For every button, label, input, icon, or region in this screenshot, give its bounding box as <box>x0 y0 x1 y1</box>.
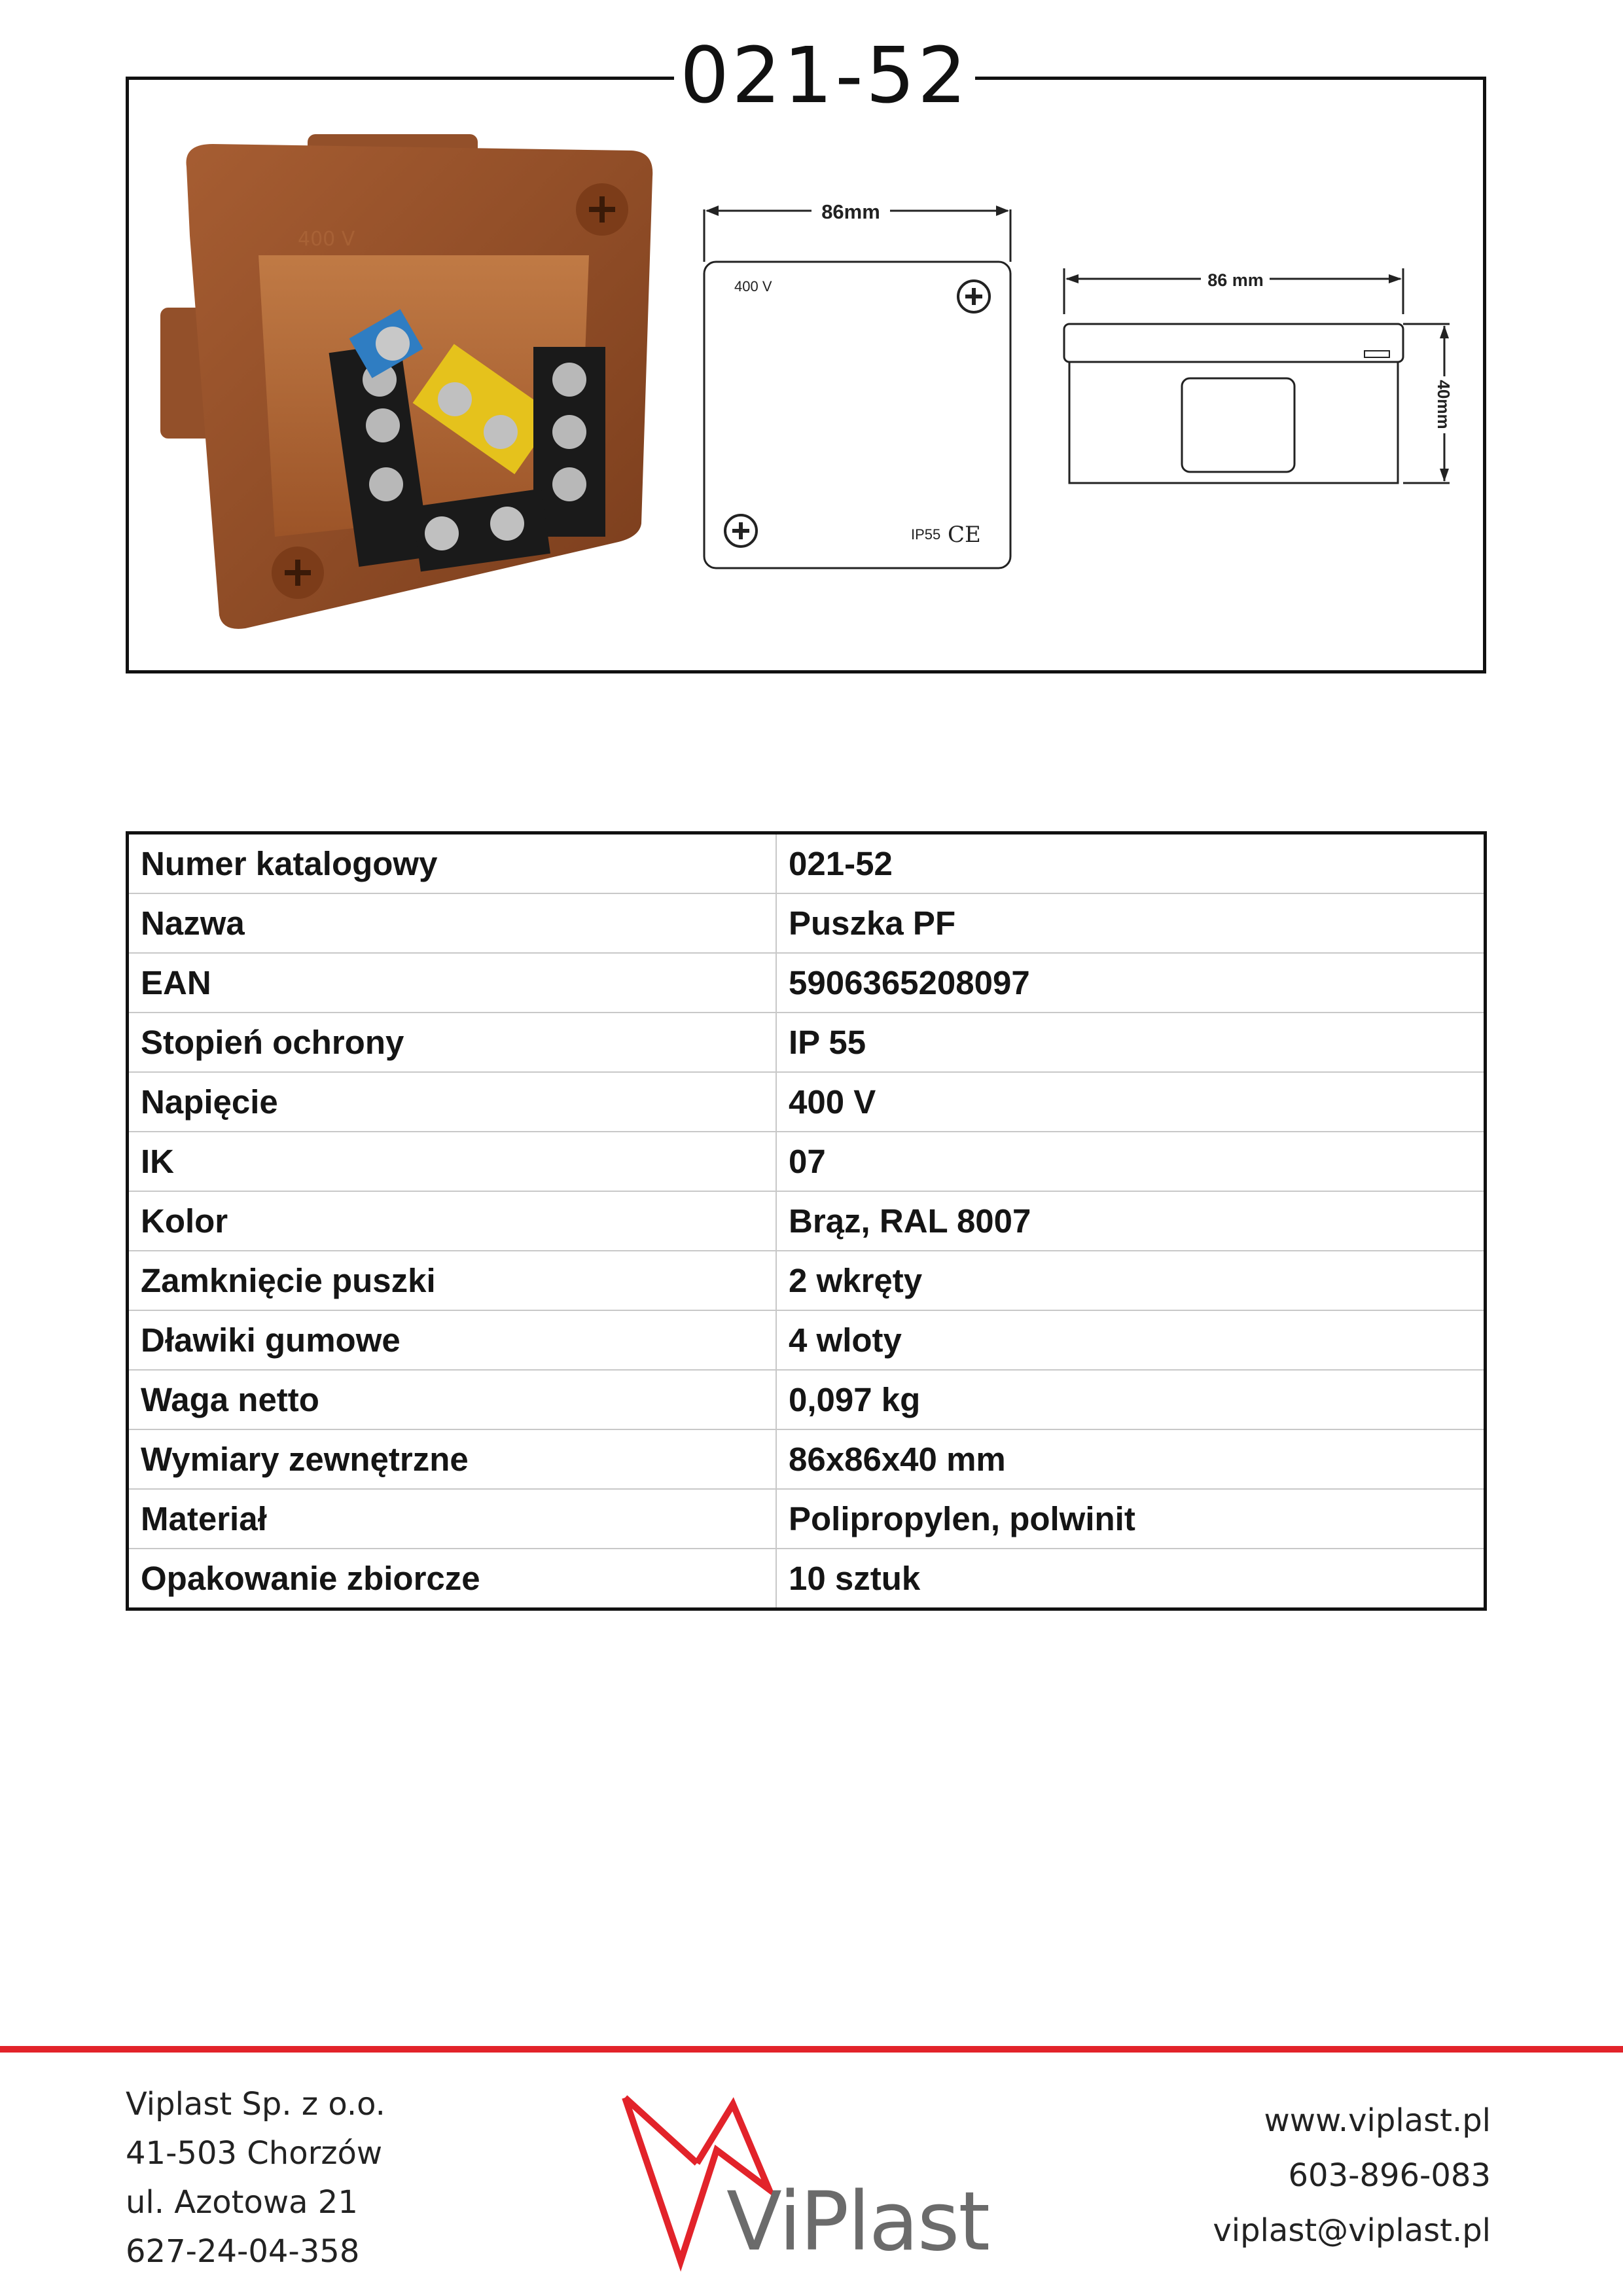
table-row <box>128 1191 1486 1251</box>
table-row <box>128 1132 1486 1191</box>
front-width-label: 86mm <box>821 200 880 223</box>
spec-value: Brąz, RAL 8007 <box>776 1191 1486 1251</box>
specification-table <box>126 831 1487 1611</box>
logo-wordmark: ViPlast <box>726 2175 989 2269</box>
voltage-mark: 400 V <box>734 278 772 295</box>
ce-mark: CE <box>948 522 981 548</box>
spec-value: 10 sztuk <box>789 1560 921 1597</box>
screw-icon <box>725 515 757 547</box>
side-width-dimension <box>1064 268 1403 314</box>
table-row <box>128 1310 1486 1370</box>
spec-label: Stopień ochrony <box>128 1013 777 1072</box>
spec-value: 07 <box>776 1132 1486 1191</box>
front-view-drawing <box>694 190 1034 576</box>
spec-value: 5906365208097 <box>776 953 1486 1013</box>
table-row <box>128 1072 1486 1132</box>
table-row <box>128 1370 1486 1429</box>
side-height-dimension <box>1403 324 1454 483</box>
website-link[interactable]: www.viplast.pl <box>1264 2102 1491 2139</box>
spec-value: IP 55 <box>776 1013 1486 1072</box>
svg-text:400 V: 400 V <box>298 228 355 251</box>
screw-icon <box>576 183 628 236</box>
table-row <box>128 1429 1486 1489</box>
company-street: ul. Azotowa 21 <box>126 2184 358 2221</box>
company-phone: 627-24-04-358 <box>126 2233 360 2270</box>
email-link[interactable]: viplast@viplast.pl <box>1213 2212 1491 2249</box>
spec-value: 021-52 <box>776 833 1486 894</box>
spec-value: Puszka PF <box>776 893 1486 953</box>
table-row <box>128 833 1486 894</box>
spec-label: Wymiary zewnętrzne <box>128 1429 777 1489</box>
side-width-label: 86 mm <box>1207 270 1264 290</box>
company-address <box>126 2080 385 2276</box>
company-name: Viplast Sp. z o.o. <box>126 2086 385 2123</box>
page-title: 021-52 <box>674 26 975 124</box>
table-row <box>128 893 1486 953</box>
spec-label: Waga netto <box>128 1370 777 1429</box>
gland-outline <box>1182 378 1294 472</box>
spec-value: Polipropylen, polwinit <box>776 1489 1486 1549</box>
spec-label: Numer katalogowy <box>128 833 777 894</box>
product-photo <box>160 105 664 641</box>
box-side-lid <box>1064 324 1403 362</box>
screw-icon <box>958 281 990 312</box>
spec-value: 400 V <box>776 1072 1486 1132</box>
spec-value: 86x86x40 mm <box>776 1429 1486 1489</box>
company-contact <box>1213 2093 1491 2258</box>
spec-value: 2 wkręty <box>776 1251 1486 1310</box>
table-row <box>128 953 1486 1013</box>
spec-label: Zamknięcie puszki <box>128 1251 777 1310</box>
width-dimension <box>704 200 1010 262</box>
screw-icon <box>272 547 324 599</box>
spec-label: EAN <box>128 953 777 1013</box>
table-row <box>128 1549 1486 1609</box>
table-row <box>128 1013 1486 1072</box>
spec-label: Materiał <box>128 1489 777 1549</box>
box-side-body <box>1069 362 1398 483</box>
side-height-label: 40mm <box>1434 380 1454 429</box>
spec-label: Napięcie <box>128 1072 777 1132</box>
table-row <box>128 1489 1486 1549</box>
spec-label: Opakowanie zbiorcze <box>128 1549 777 1609</box>
spec-label: IK <box>128 1132 777 1191</box>
company-phone-mobile: 603-896-083 <box>1288 2157 1491 2194</box>
spec-value: 4 wloty <box>776 1310 1486 1370</box>
spec-label: Kolor <box>128 1191 777 1251</box>
side-view-drawing <box>1054 262 1459 497</box>
spec-label: Dławiki gumowe <box>128 1310 777 1370</box>
table-row <box>128 1251 1486 1310</box>
company-city: 41-503 Chorzów <box>126 2135 383 2172</box>
terminal-block <box>533 347 605 537</box>
footer-divider <box>0 2046 1623 2053</box>
spec-value: 0,097 kg <box>776 1370 1486 1429</box>
ip-rating-mark: IP55 <box>911 526 941 543</box>
spec-label: Nazwa <box>128 893 777 953</box>
